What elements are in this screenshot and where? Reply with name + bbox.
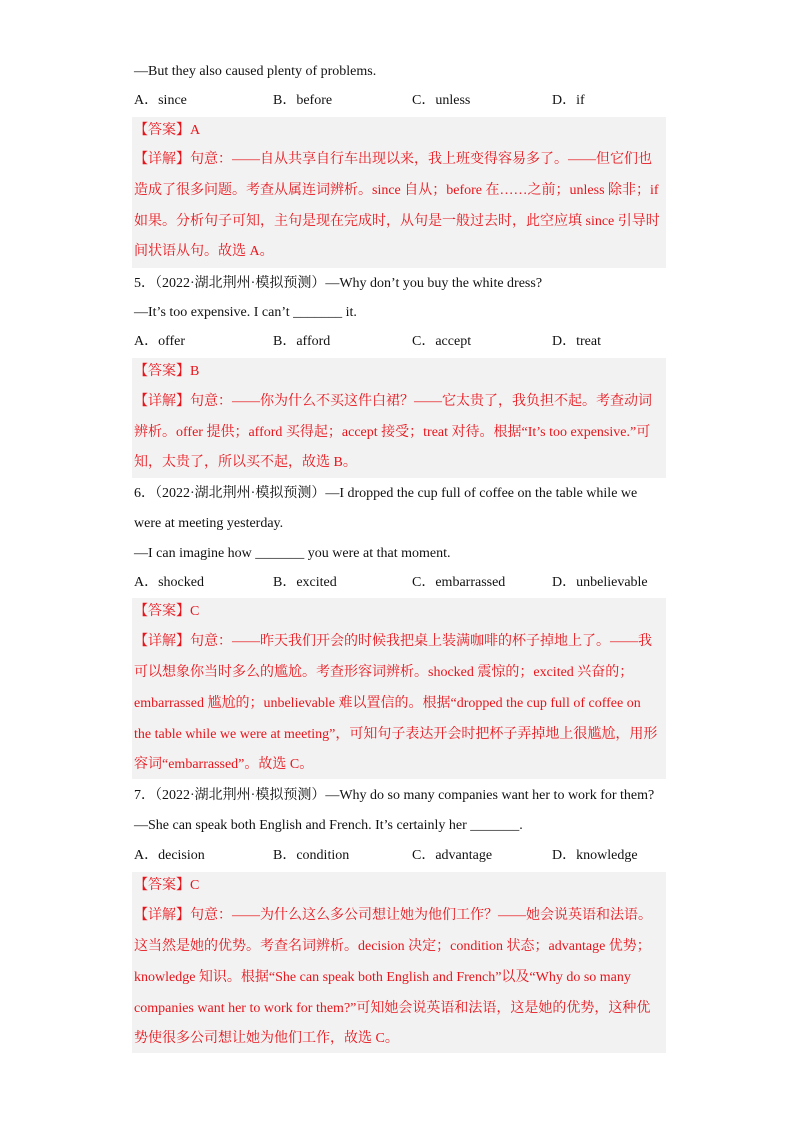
q7-option-b: B．condition: [273, 848, 350, 863]
q6-option-a: A．shocked: [134, 575, 204, 590]
q7-explain-line: 这当然是她的优势。考查名词辨析。decision 决定；condition 状态；advantage 优势；: [134, 939, 651, 954]
q4-option-d: D．if: [552, 93, 585, 108]
q5-option-d: D．treat: [552, 334, 601, 349]
q5-answer: 【答案】B: [134, 364, 200, 379]
q6-explain-line: 【详解】句意：——昨天我们开会的时候我把桌上装满咖啡的杯子掉地上了。——我: [134, 634, 652, 649]
q5-option-a: A．offer: [134, 334, 186, 349]
q4-answer: 【答案】A: [134, 123, 201, 138]
q6-explain-line: embarrassed 尴尬的；unbelievable 难以置信的。根据“dropped the cup full of coffee on: [134, 696, 641, 711]
q7-explain-line: 势使很多公司想让她为他们工作，故选 C。: [134, 1031, 399, 1046]
q5-explain-line: 【详解】句意：——你为什么不买这件白裙？——它太贵了，我负担不起。考查动词: [134, 394, 652, 409]
q4-explain-line: 【详解】句意：——自从共享自行车出现以来，我上班变得容易多了。——但它们也: [134, 152, 652, 167]
q7-option-d: D．knowledge: [552, 848, 638, 863]
q4-option-c: C．unless: [412, 93, 471, 108]
q5-stem: —It’s too expensive. I can’t _______ it.: [134, 305, 357, 320]
q4-options: [134, 92, 674, 112]
q5-answer-box: [132, 358, 666, 478]
q7-stem: —She can speak both English and French. It’s certainly her _______.: [134, 818, 523, 833]
q7-answer: 【答案】C: [134, 878, 200, 893]
q6-answer-box: [132, 598, 666, 779]
q7-options: [134, 847, 674, 867]
q6-options: [134, 574, 674, 594]
q6-option-d: D．unbelievable: [552, 575, 648, 590]
q4-option-a: A．since: [134, 93, 187, 108]
q4-option-b: B．before: [273, 93, 333, 108]
q7-explain-line: 【详解】句意：——为什么这么多公司想让她为他们工作？——她会说英语和法语。: [134, 908, 652, 923]
q7-answer-box: [132, 872, 666, 1053]
q5-option-b: B．afford: [273, 334, 331, 349]
q5-explain-line: 知，太贵了，所以买不起，故选 B。: [134, 455, 357, 470]
q4-explain-line: 间状语从句。故选 A。: [134, 244, 274, 259]
q4-explain-line: 造成了很多问题。考查从属连词辨析。since 自从；before 在……之前；unless 除非；if: [134, 183, 659, 198]
q6-stem: —I can imagine how _______ you were at that moment.: [134, 546, 451, 561]
q6-stem: were at meeting yesterday.: [134, 516, 284, 531]
q7-option-c: C．advantage: [412, 848, 493, 863]
q7-explain-line: companies want her to work for them?”可知她会说英语和法语，这是她的优势，这种优: [134, 1001, 651, 1016]
q6-answer: 【答案】C: [134, 604, 200, 619]
q6-stem: 6．（2022·湖北荆州·模拟预测）—I dropped the cup full of coffee on the table while we: [134, 486, 638, 501]
q5-explain-line: 辨析。offer 提供；afford 买得起；accept 接受；treat 对待。根据“It’s too expensive.”可: [134, 425, 651, 440]
q7-stem: 7．（2022·湖北荆州·模拟预测）—Why do so many companies want her to work for them?: [134, 788, 655, 803]
q6-explain-line: 可以想象你当时多么的尴尬。考查形容词辨析。shocked 震惊的；excited 兴奋的；: [134, 665, 634, 680]
q7-explain-line: knowledge 知识。根据“She can speak both English and French”以及“Why do so many: [134, 970, 631, 985]
q5-options: [134, 333, 674, 353]
q5-stem: 5．（2022·湖北荆州·模拟预测）—Why don’t you buy the white dress?: [134, 276, 543, 291]
q4-explain-line: 如果。分析句子可知，主句是现在完成时，从句是一般过去时，此空应填 since 引导时: [134, 214, 660, 229]
q4-answer-box: [132, 117, 666, 268]
q6-option-b: B．excited: [273, 575, 337, 590]
q4-stem-tail: —But they also caused plenty of problems.: [134, 64, 377, 79]
q6-option-c: C．embarrassed: [412, 575, 506, 590]
q7-option-a: A．decision: [134, 848, 205, 863]
q5-option-c: C．accept: [412, 334, 472, 349]
q6-explain-line: the table while we were at meeting”，可知句子表达开会时把杯子弄掉地上很尴尬，用形: [134, 727, 658, 742]
q6-explain-line: 容词“embarrassed”。故选 C。: [134, 757, 314, 772]
